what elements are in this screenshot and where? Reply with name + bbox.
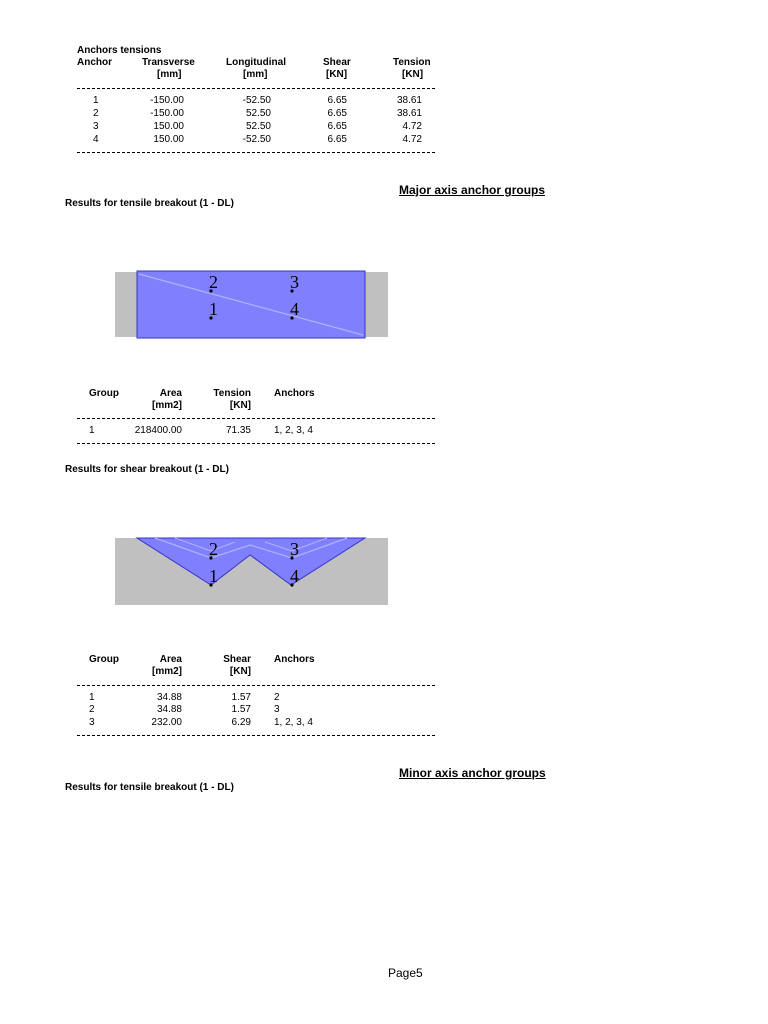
tensile-header-anchors: Anchors bbox=[274, 388, 315, 399]
cell-group: 2 bbox=[89, 704, 95, 715]
shear-header-area: Area bbox=[159, 654, 182, 665]
header-shear: Shear bbox=[323, 57, 351, 68]
tensile-header-area: Area bbox=[159, 388, 182, 399]
cell-anchor: 2 bbox=[93, 108, 99, 119]
cell-anchors: 1, 2, 3, 4 bbox=[274, 717, 313, 728]
cell-tension: 38.61 bbox=[396, 95, 422, 106]
shear-header-anchors: Anchors bbox=[274, 654, 315, 665]
cell-longitudinal: -52.50 bbox=[242, 134, 271, 145]
header-anchor: Anchor bbox=[77, 57, 112, 68]
cell-shear: 1.57 bbox=[231, 704, 251, 715]
anchor-label: 1 bbox=[209, 299, 218, 319]
page-number: Page5 bbox=[388, 966, 423, 980]
table-divider bbox=[77, 88, 435, 89]
cell-transverse: 150.00 bbox=[153, 121, 184, 132]
table-divider bbox=[77, 443, 435, 444]
table-divider bbox=[77, 418, 435, 419]
table-divider bbox=[77, 152, 435, 153]
shear-header-shear: Shear bbox=[223, 654, 251, 665]
cell-shear: 6.65 bbox=[327, 134, 347, 145]
anchors-tensions-title: Anchors tensions bbox=[77, 45, 162, 56]
major-shear-title: Results for shear breakout (1 - DL) bbox=[65, 464, 229, 475]
cell-tension: 71.35 bbox=[225, 425, 251, 436]
cell-tension: 4.72 bbox=[402, 134, 422, 145]
table-divider bbox=[77, 735, 435, 736]
cell-longitudinal: 52.50 bbox=[245, 121, 271, 132]
shear-header-shear-unit: [KN] bbox=[229, 666, 251, 677]
cell-area: 232.00 bbox=[151, 717, 182, 728]
anchor-label: 4 bbox=[290, 299, 299, 319]
cell-transverse: 150.00 bbox=[153, 134, 184, 145]
cell-group: 1 bbox=[89, 425, 95, 436]
minor-axis-heading: Minor axis anchor groups bbox=[399, 766, 546, 780]
cell-transverse: -150.00 bbox=[150, 108, 184, 119]
shear-header-area-unit: [mm2] bbox=[151, 666, 182, 677]
cell-tension: 4.72 bbox=[402, 121, 422, 132]
shear-header-group: Group bbox=[89, 654, 119, 665]
tensile-header-area-unit: [mm2] bbox=[151, 400, 182, 411]
tensile-breakout-diagram bbox=[115, 270, 388, 340]
cell-shear: 6.29 bbox=[231, 717, 251, 728]
table-divider bbox=[77, 685, 435, 686]
cell-group: 3 bbox=[89, 717, 95, 728]
minor-tensile-title: Results for tensile breakout (1 - DL) bbox=[65, 782, 234, 793]
cell-anchors: 1, 2, 3, 4 bbox=[274, 425, 313, 436]
header-longitudinal-unit: [mm] bbox=[243, 69, 268, 80]
anchor-label: 3 bbox=[290, 539, 299, 559]
cell-transverse: -150.00 bbox=[150, 95, 184, 106]
header-longitudinal: Longitudinal bbox=[226, 57, 286, 68]
cell-anchors: 2 bbox=[274, 692, 280, 703]
header-tension-unit: [KN] bbox=[402, 69, 424, 80]
cell-shear: 6.65 bbox=[327, 95, 347, 106]
anchor-label: 3 bbox=[290, 272, 299, 292]
cell-group: 1 bbox=[89, 692, 95, 703]
anchor-label: 2 bbox=[209, 539, 218, 559]
cell-shear: 6.65 bbox=[327, 121, 347, 132]
cell-longitudinal: 52.50 bbox=[245, 108, 271, 119]
cell-shear: 1.57 bbox=[231, 692, 251, 703]
cell-tension: 38.61 bbox=[396, 108, 422, 119]
shear-breakout-diagram bbox=[115, 537, 388, 607]
header-tension: Tension bbox=[393, 57, 431, 68]
major-tensile-title: Results for tensile breakout (1 - DL) bbox=[65, 198, 234, 209]
anchor-label: 1 bbox=[209, 566, 218, 586]
cell-shear: 6.65 bbox=[327, 108, 347, 119]
cell-area: 34.88 bbox=[156, 704, 182, 715]
cell-area: 34.88 bbox=[156, 692, 182, 703]
major-axis-heading: Major axis anchor groups bbox=[399, 183, 546, 197]
tensile-header-group: Group bbox=[89, 388, 119, 399]
anchor-label: 4 bbox=[290, 566, 299, 586]
cell-area: 218400.00 bbox=[134, 425, 182, 436]
anchor-label: 2 bbox=[209, 272, 218, 292]
cell-longitudinal: -52.50 bbox=[242, 95, 271, 106]
header-transverse-unit: [mm] bbox=[157, 69, 182, 80]
header-shear-unit: [KN] bbox=[326, 69, 348, 80]
cell-anchor: 3 bbox=[93, 121, 99, 132]
cell-anchor: 1 bbox=[93, 95, 99, 106]
header-transverse: Transverse bbox=[142, 57, 195, 68]
tensile-header-tension-unit: [KN] bbox=[229, 400, 251, 411]
tensile-header-tension: Tension bbox=[213, 388, 251, 399]
cell-anchor: 4 bbox=[93, 134, 99, 145]
cell-anchors: 3 bbox=[274, 704, 280, 715]
